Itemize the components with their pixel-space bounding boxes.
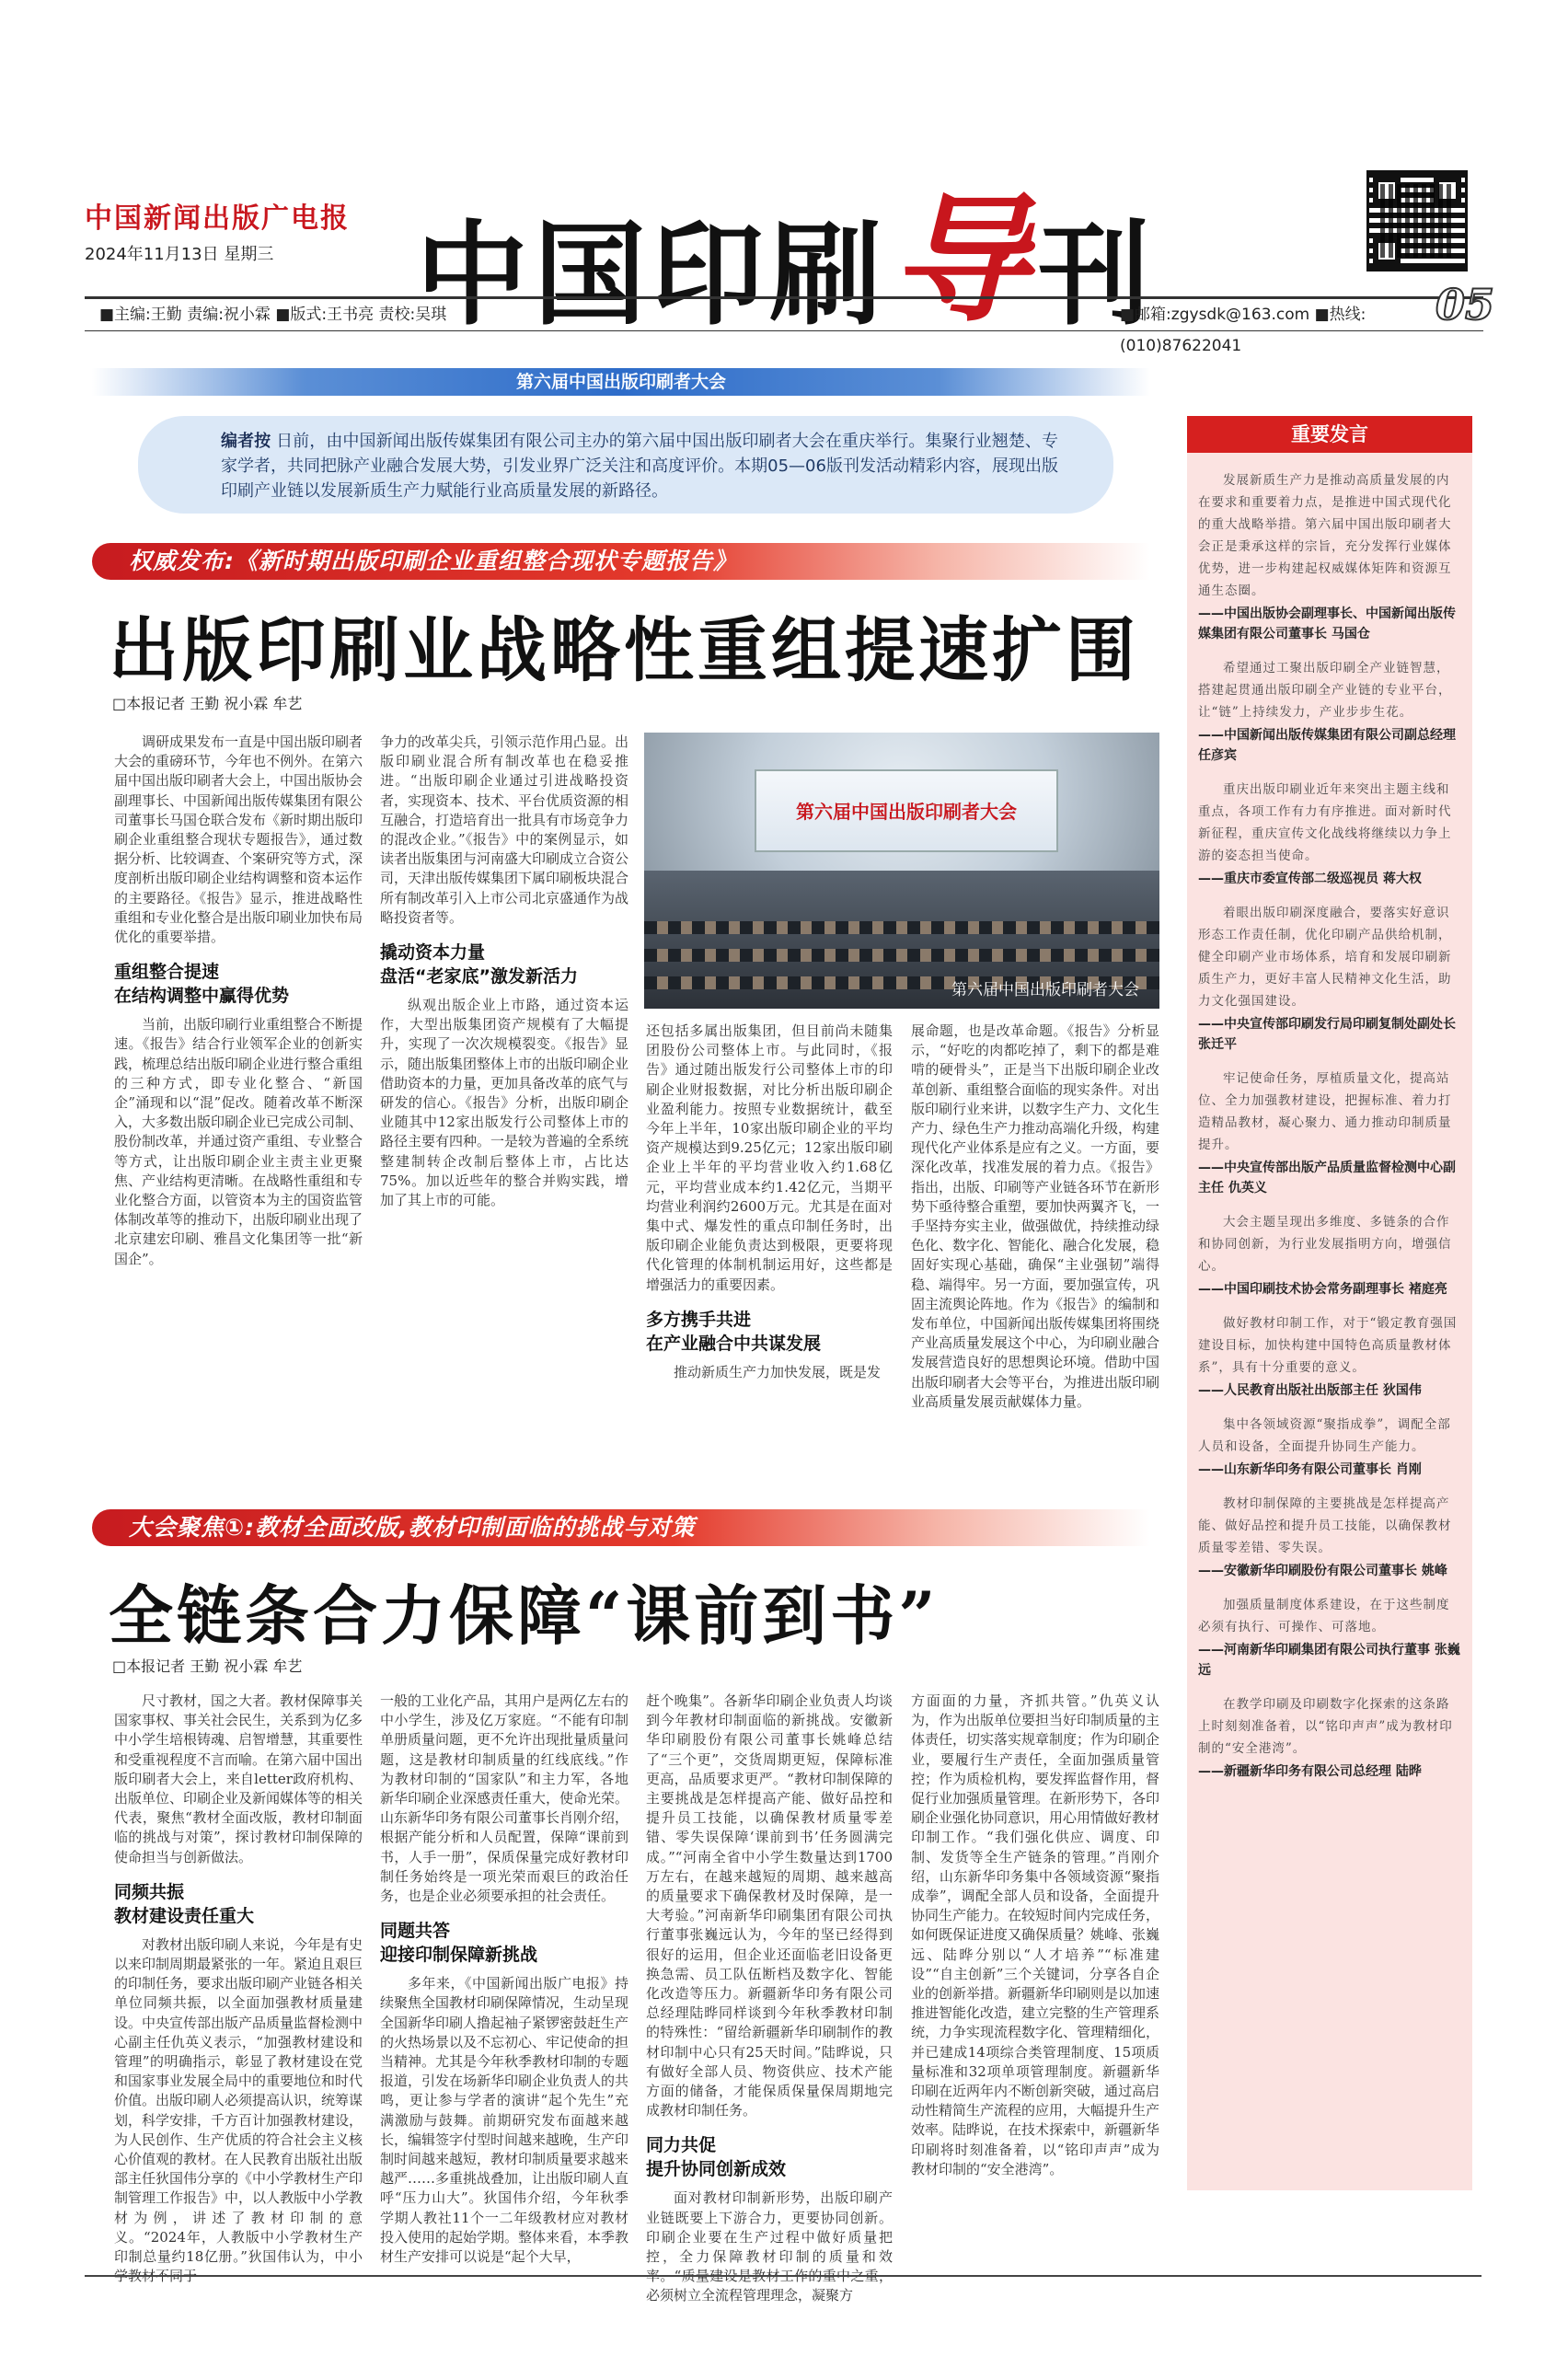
sidebar-quote-text: 大会主题呈现出多维度、多链条的合作和协同创新，为行业发展指明方向，增强信心。 [1198, 1215, 1452, 1274]
contact-info: ■邮箱:zgysdk@163.com ■热线:(010)87622041 [1120, 306, 1366, 355]
article1-headline: 出版印刷业战略性重组提速扩围 [109, 609, 1139, 691]
sidebar-quote-author: ——河南新华印刷集团有限公司执行董事 张巍远 [1198, 1643, 1460, 1678]
article2-col1: 尺寸教材，国之大者。教材保障事关国家事权、事关社会民生，关系到为亿多中小学生培根铸魂、启智增慧，其重要性和受重视程度不言而喻。在第六届中国出版印刷者大会上，来自letter政府机构、出版单位、印刷企业及新闻媒体等的相关代表，聚焦“教材全面改版，教材印制面临的挑战与对策”，探讨教材印制保障的使命担当与创新做法。 同频共振 教材建设责任重大 对教材出版印刷人来说，今年是有史以来印制周期最紧张的一年。紧迫且艰巨的印制任务，要求出版印刷产业链各相关单位同频共振，以全面加强教材质量建设。中央宣传部出版产品质量监督检测中心副主任仇英义表示，“加强教材建设和管理”的明确指示，彰显了教材建设在党和国家事业发展全局中的重要地位和时代价值。出版印刷人必须提高认识，统筹谋划，科学安排，千方百计加强教材建设，为人民创作、生产优质的符合社会主义核心价值观的教材。在人民教育出版社出版部主任狄国伟分享的《中小学教材生产印制管理工作报告》中，以人教版中小学教材为例，讲述了教材印制的意义。“2024年，人教版中小学教材生产印制总量约18亿册。”狄国伟认为，中小学教材不同于 [114, 1692, 363, 2285]
sidebar-quote-text: 集中各领域资源“聚指成拳”，调配全部人员和设备，全面提升协同生产能力。 [1198, 1417, 1451, 1454]
sidebar-quote-author: ——人民教育出版社出版部主任 狄国伟 [1198, 1383, 1422, 1398]
sidebar-quote-author: ——山东新华印务有限公司董事长 肖刚 [1198, 1462, 1422, 1477]
sidebar-quote-author: ——中央宣传部出版产品质量监督检测中心副主任 仇英义 [1198, 1161, 1456, 1195]
article1-subhead-3: 多方携手共进 在产业融合中共谋发展 [646, 1309, 822, 1354]
issue-date: 2024年11月13日 星期三 [85, 245, 274, 264]
bottom-rule [85, 2275, 1482, 2277]
sidebar-quote-text: 着眼出版印刷深度融合，要落实好意识形态工作责任制，优化印刷产品供给机制，健全印刷产业市场体系，培育和发展印刷新质生产力，更好丰富人民精神文化生活，助力文化强国建设。 [1198, 906, 1452, 1009]
sidebar-quote-author: ——重庆市委宣传部二级巡视员 蒋大权 [1198, 872, 1422, 886]
newspaper-title: 中国印刷导刊 [416, 179, 1157, 341]
page-number: 05 [1435, 280, 1495, 329]
sidebar-quote-text: 重庆出版印刷业近年来突出主题主线和重点，各项工作有力有序推进。面对新时代新征程，重庆宣传文化战线将继续以力争上游的姿态担当使命。 [1198, 782, 1452, 863]
staff-credits: ■主编:王勤 责编:祝小霖 ■版式:王书亮 责校:吴琪 [99, 306, 447, 324]
article1-col1: 调研成果发布一直是中国出版印刷者大会的重磅环节，今年也不例外。在第六届中国出版印刷者大会上，中国出版协会副理事长、中国新闻出版传媒集团有限公司董事长马国仓联合发布《新时期出版印刷企业重组整合现状专题报告》，通过数据分析、比较调查、个案研究等方式，深度剖析出版印刷企业结构调整和资本运作的主要路径。《报告》显示，推进战略性重组和专业化整合是出版印刷业加快布局优化的重要举措。 重组整合提速 在结构调整中赢得优势 当前，出版印刷行业重组整合不断提速。《报告》结合行业领军企业的创新实践，梳理总结出版印刷企业进行整合重组的三种方式，即专业化整合、“新国企”涌现和以“混”促改。随着改革不断深入，大多数出版印刷企业已完成公司制、股份制改革，并通过资产重组、专业整合等方式，让出版印刷企业主责主业更聚焦、产业结构更清晰。在战略性重组和专业化整合方面，以管资本为主的国资监管体制改革等的推动下，出版印刷业出现了北京建宏印刷、雅昌文化集团等一批“新国企”。 [114, 733, 363, 1267]
article2-subhead-3: 同力共促 提升协同创新成效 [646, 2135, 787, 2180]
article1-banner: 权威发布:《新时期出版印刷企业重组整合现状专题报告》 [92, 543, 1150, 580]
sidebar-quote-author: ——中国新闻出版传媒集团有限公司副总经理 任彦宾 [1198, 728, 1456, 763]
sidebar-quote-text: 牢记使命任务，厚植质量文化，提高站位、全力加强教材建设，把握标准、着力打造精品教材，凝心聚力、通力推动印制质量提升。 [1198, 1071, 1452, 1152]
article1-col4: 展命题，也是改革命题。《报告》分析显示，“好吃的肉都吃掉了，剩下的都是难啃的硬骨头”，正是当下出版印刷企业改革创新、重组整合面临的现实条件。对出版印刷行业来讲，以数字生产力、文化生产力、绿色生产力推动高端化升级，构建现代化产业体系是应有之义。一方面，要深化改革，找准发展的着力点。《报告》指出，出版、印刷等产业链各环节在新形势下亟待整合重塑，要加快两翼齐飞，一手坚持夯实主业，做强做优，持续推动绿色化、数字化、智能化、融合化发展，稳固好实现心基础，确保“主业强韧”端得稳、端得牢。另一方面，要加强宣传，巩固主流舆论阵地。作为《报告》的编制和发布单位，中国新闻出版传媒集团将围绕产业高质量发展这个中心，为印刷业融合发展营造良好的思想舆论环境。借助中国出版印刷者大会等平台，为推进出版印刷业高质量发展贡献媒体力量。 [911, 1022, 1160, 1410]
article2-byline: □本报记者 王勤 祝小霖 牟艺 [112, 1657, 303, 1675]
editor-note [138, 416, 1113, 514]
article1-subhead-2: 撬动资本力量 盘活“老家底”激发新活力 [380, 942, 578, 987]
article1-col3: 还包括多属出版集团，但目前尚未随集团股份公司整体上市。与此同时，《报告》通过随出版发行公司整体上市的印刷企业财报数据，对比分析出版印刷企业盈利能力。按照专业数据统计，截至今年上半年，10家出版印刷企业的平均资产规模达到9.25亿元；12家出版印刷企业上半年的平均营业收入约1.68亿元，平均营业成本约1.42亿元，当期平均营业利润约2600万元。尤其是在面对集中式、爆发性的重点印制任务时，出版印刷企业能负责达到极限，更要将现代化管理的体制机制运用好，这些都是增强活力的重要因素。 多方携手共进 在产业融合中共谋发展 推动新质生产力加快发展，既是发 [646, 1022, 893, 1380]
editor-note-label: 编者按 [221, 432, 271, 451]
sidebar-quote-text: 在教学印刷及印刷数字化探索的这条路上时刻刻准备着，以“铭印声声”成为教材印制的“安全港湾”。 [1198, 1697, 1453, 1756]
sidebar-quote-author: ——中国出版协会副理事长、中国新闻出版传媒集团有限公司董事长 马国仓 [1198, 606, 1456, 641]
sidebar-quote-author: ——新疆新华印务有限公司总经理 陆晔 [1198, 1764, 1422, 1779]
article1-subhead-1: 重组整合提速 在结构调整中赢得优势 [114, 962, 290, 1007]
sidebar-title: 重要发言 [1187, 416, 1472, 453]
article1-col2: 争力的改革尖兵，引领示范作用凸显。出版印刷业混合所有制改革也在稳妥推进。“出版印刷企业通过引进战略投资者，实现资本、技术、平台优质资源的相互融合，打造培育出一批具有市场竞争力的混改企业。”《报告》中的案例显示，如读者出版集团与河南盛大印刷成立合资公司，天津出版传媒集团下属印刷板块混合所有制改革引入上市公司北京盛通作为战略投资者等。 撬动资本力量 盘活“老家底”激发新活力 纵观出版企业上市路，通过资本运作，大型出版集团资产规模有了大幅提升，实现了一次次规模裂变。《报告》显示，随出版集团整体上市的出版印刷企业借助资本的力量，更加具备改革的底气与研发的信心。《报告》分析，出版印刷企业随其中12家出版发行公司整体上市的路径主要有四种。一是较为普遍的全系统整建制转企改制后整体上市，占比达75%。加以近些年的整合并购实践，增加了其上市的可能。 [380, 733, 629, 1209]
photo-screen-text: 第六届中国出版印刷者大会 [796, 801, 1017, 823]
sidebar-quote-author: ——中国印刷技术协会常务副理事长 褚庭亮 [1198, 1282, 1447, 1297]
sidebar-quotes [1198, 469, 1461, 1795]
sidebar-quote-text: 希望通过工聚出版印刷全产业链智慧，搭建起贯通出版印刷全产业链的专业平台，让“链”上持续发力，产业步步生花。 [1198, 661, 1452, 720]
sidebar-quote-text: 教材印制保障的主要挑战是怎样提高产能、做好品控和提升员工技能，以确保教材质量零差错、零失误。 [1198, 1496, 1452, 1555]
sidebar-quote-author: ——安徽新华印刷股份有限公司董事长 姚峰 [1198, 1564, 1447, 1578]
article2-subhead-2: 同题共答 迎接印制保障新挑战 [380, 1921, 538, 1966]
qr-code-icon [1366, 170, 1468, 271]
article2-subhead-1: 同频共振 教材建设责任重大 [114, 1881, 255, 1926]
article2-col3: 赶个晚集”。各新华印刷企业负责人均谈到今年教材印制面临的新挑战。安徽新华印刷股份有限公司董事长姚峰总结了“三个更”，交货周期更短，保障标准更高，品质要求更严。“教材印制保障的主要挑战是怎样提高产能、做好品控和提升员工技能，以确保教材质量零差错、零失误保障‘课前到书’任务圆满完成。”“河南全省中小学生数量达到1700万左右，在越来越短的周期、越来越高的质量要求下确保教材及时保障，是一大考验。”河南新华印刷集团有限公司执行董事张巍远认为，今年的坚已经得到很好的运用，但企业还面临老旧设备更换急需、员工队伍断档及数字化、智能化改造等压力。新疆新华印务有限公司总经理陆晔同样谈到今年秋季教材印制的特殊性：“留给新疆新华印刷制作的教材印制中心只有25天时间。”陆晔说，只有做好全部人员、物资供应、技术产能方面的储备，才能保质保量保周期地完成教材印制任务。 同力共促 提升协同创新成效 面对教材印制新形势，出版印刷产业链既要上下游合力，更要协同创新。印刷企业要在生产过程中做好质量把控，全力保障教材印制的质量和效率。“质量建设是教材工作的重中之重，必须树立全流程管理理念，凝聚方 [646, 1692, 893, 2304]
article1-byline: □本报记者 王勤 祝小霖 牟艺 [112, 695, 303, 712]
section-band-title: 第六届中国出版印刷者大会 [515, 372, 726, 392]
brand-logo: 中国新闻出版广电报 [85, 202, 350, 235]
photo-caption: 第六届中国出版印刷者大会 [951, 981, 1139, 999]
article2-col4: 方面面的力量，齐抓共管。”仇英义认为，作为出版单位要担当好印制质量的主体责任，切实落实规章制度；作为印刷企业，要履行生产责任，全面加强质量管控；作为质检机构，要发挥监督作用，督促行业加强质量管理。在新形势下，各印刷企业强化协同意识，用心用情做好教材印制工作。“我们强化供应、调度、印制、发货等全生产链条的管理。”肖刚介绍，山东新华印务集中各领域资源“聚指成拳”，调配全部人员和设备，全面提升协同生产能力。在较短时间内完成任务，如何既保证进度又确保质量？姚峰、张巍远、陆晔分别以“人才培养”“标准建设”“自主创新”三个关键词，分享各自企业的创新举措。新疆新华印刷则是以加速推进智能化改造，建立完整的生产管理系统，力争实现流程数字化、管理精细化，并已建成14项综合类管理制度、15项质量标准和32项单项管理制度。新疆新华印刷在近两年内不断创新突破，通过高启动性精简生产流程的应用，大幅提升生产效率。陆晔说，在技术探索中，新疆新华印刷将时刻准备着，以“铭印声声”成为教材印制的“安全港湾”。 [911, 1692, 1160, 2177]
masthead-left [85, 195, 352, 265]
article2-headline: 全链条合力保障“课前到书” [109, 1577, 940, 1654]
editor-note-text: 日前，由中国新闻出版传媒集团有限公司主办的第六届中国出版印刷者大会在重庆举行。集聚行业翘楚、专家学者，共同把脉产业融合发展大势，引发业界广泛关注和高度评价。本期05—06版刊发活动精彩内容，展现出版印刷产业链以发展新质生产力赋能行业高质量发展的新路径。 [221, 432, 1058, 501]
sidebar-quote-author: ——中央宣传部印刷发行局印刷复制处副处长 张迁平 [1198, 1017, 1456, 1052]
sidebar-quote-text: 做好教材印制工作，对于“锻定教育强国建设目标，加快构建中国特色高质量教材体系”，具有十分重要的意义。 [1198, 1316, 1458, 1375]
conference-photo [644, 733, 1159, 1009]
sidebar-quote-text: 发展新质生产力是推动高质量发展的内在要求和重要着力点，是推进中国式现代化的重大战略举措。第六届中国出版印刷者大会正是秉承这样的宗旨，充分发挥行业媒体优势，进一步构建起权威媒体矩阵和资源互通生态圈。 [1198, 473, 1452, 598]
article2-banner: 大会聚焦①:教材全面改版,教材印制面临的挑战与对策 [92, 1509, 1150, 1546]
sidebar-quote-text: 加强质量制度体系建设，在于这些制度必须有执行、可操作、可落地。 [1198, 1598, 1450, 1634]
staff-bar [85, 296, 1483, 355]
article2-col2: 一般的工业化产品，其用户是两亿左右的中小学生，涉及亿万家庭。“不能有印制单册质量问题，更不允许出现批量质量问题，这是教材印制质量的红线底线。”作为教材印制的“国家队”和主力军，各地新华印刷企业深感责任重大，使命光荣。山东新华印务有限公司董事长肖刚介绍，根据产能分析和人员配置，保障“课前到书，人手一册”，保质保量完成好教材印制任务始终是一项光荣而艰巨的政治任务，也是企业必须要承担的社会责任。 同题共答 迎接印制保障新挑战 多年来，《中国新闻出版广电报》持续聚焦全国教材印刷保障情况，生动呈现全国新华印刷人撸起袖子紧锣密鼓赶生产的火热场景以及不忘初心、牢记使命的担当精神。尤其是今年秋季教材印制的专题报道，引发在场新华印刷企业负责人的共鸣，更让参与学者的演讲“起个先生”充满激励与鼓舞。前期研究发布面越来越长，编辑签字付型时间越来越晚，生产印制时间越来越短，教材印制质量要求越来越严……多重挑战叠加，让出版印刷人直呼“压力山大”。狄国伟介绍，今年秋季学期人教社11个一二年级教材应对教材投入使用的起始学期。整体来看，本季教材生产安排可以说是“起个大早， [380, 1692, 629, 2266]
